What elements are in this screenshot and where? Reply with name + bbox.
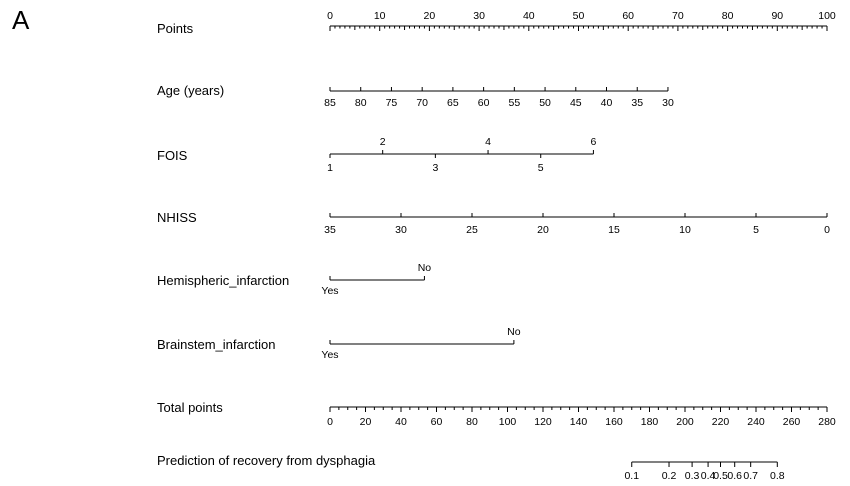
prediction-tick-label: 0.4 (700, 470, 716, 482)
prediction-tick-label: 0.5 (713, 470, 728, 482)
row-label-points: Points (157, 21, 194, 36)
fois-tick-label: 4 (485, 136, 491, 148)
fois-tick-label: 5 (537, 162, 544, 174)
row-label-hemispheric: Hemispheric_infarction (157, 273, 290, 288)
total-points-tick-label: 40 (395, 416, 407, 428)
points-tick-label: 40 (522, 10, 535, 22)
nhiss-tick-label: 20 (537, 224, 549, 236)
total-points-tick-label: 180 (640, 416, 659, 428)
points-tick-label: 20 (423, 10, 436, 22)
total-points-tick-label: 120 (534, 416, 552, 428)
points-tick-label: 70 (672, 10, 684, 22)
points-tick-label: 10 (373, 10, 386, 22)
row-label-brainstem: Brainstem_infarction (157, 337, 276, 352)
total-points-tick-label: 0 (327, 416, 333, 428)
age-tick-label: 80 (354, 97, 367, 109)
fois-tick-label: 3 (432, 162, 439, 174)
nhiss-tick-label: 5 (753, 224, 759, 236)
nhiss-tick-label: 25 (466, 224, 478, 236)
nhiss-tick-label: 30 (395, 224, 407, 236)
total-points-tick-label: 140 (569, 416, 588, 428)
age-tick-label: 65 (447, 97, 459, 109)
age-tick-label: 40 (600, 97, 613, 109)
age-tick-label: 60 (477, 97, 490, 109)
points-tick-label: 30 (473, 10, 485, 22)
total-points-tick-label: 280 (818, 416, 836, 428)
prediction-tick-label: 0.2 (661, 470, 677, 482)
nhiss-tick-label: 0 (824, 224, 830, 236)
age-tick-label: 50 (539, 97, 551, 109)
age-tick-label: 35 (631, 97, 644, 109)
total-points-tick-label: 80 (466, 416, 478, 428)
age-tick-label: 55 (508, 97, 521, 109)
fois-tick-label: 1 (327, 162, 333, 174)
brainstem-level-label: Yes (321, 349, 339, 361)
points-tick-label: 0 (327, 10, 333, 22)
total-points-tick-label: 160 (605, 416, 623, 428)
points-tick-label: 60 (622, 10, 635, 22)
row-label-fois: FOIS (157, 148, 188, 163)
prediction-tick-label: 0.8 (769, 470, 785, 482)
hemispheric-level-label: No (417, 262, 432, 274)
brainstem-level-label: No (507, 326, 521, 338)
age-tick-label: 70 (416, 97, 429, 109)
total-points-tick-label: 240 (747, 416, 765, 428)
age-tick-label: 30 (662, 97, 674, 109)
total-points-tick-label: 260 (782, 416, 801, 428)
row-label-prediction: Prediction of recovery from dysphagia (157, 453, 376, 468)
fois-tick-label: 2 (379, 136, 386, 148)
prediction-tick-label: 0.3 (684, 470, 700, 482)
points-tick-label: 100 (818, 10, 836, 22)
total-points-tick-label: 20 (359, 416, 372, 428)
total-points-tick-label: 100 (498, 416, 517, 428)
total-points-tick-label: 60 (430, 416, 443, 428)
hemispheric-level-label: Yes (321, 285, 339, 297)
points-tick-label: 50 (572, 10, 585, 22)
fois-tick-label: 6 (590, 136, 597, 148)
total-points-tick-label: 220 (711, 416, 730, 428)
row-label-total-points: Total points (157, 400, 223, 415)
age-tick-label: 85 (324, 97, 336, 109)
prediction-tick-label: 0.6 (727, 470, 743, 482)
points-tick-label: 80 (721, 10, 734, 22)
age-tick-label: 75 (385, 97, 398, 109)
panel-label: A (12, 5, 30, 35)
nhiss-tick-label: 15 (608, 224, 620, 236)
points-tick-label: 90 (771, 10, 784, 22)
age-tick-label: 45 (569, 97, 582, 109)
nhiss-tick-label: 35 (324, 224, 336, 236)
row-label-age: Age (years) (157, 83, 225, 98)
total-points-tick-label: 200 (676, 416, 694, 428)
prediction-tick-label: 0.1 (624, 470, 640, 482)
nhiss-tick-label: 10 (679, 224, 691, 236)
prediction-tick-label: 0.7 (743, 470, 758, 482)
row-label-nhiss: NHISS (157, 210, 197, 225)
